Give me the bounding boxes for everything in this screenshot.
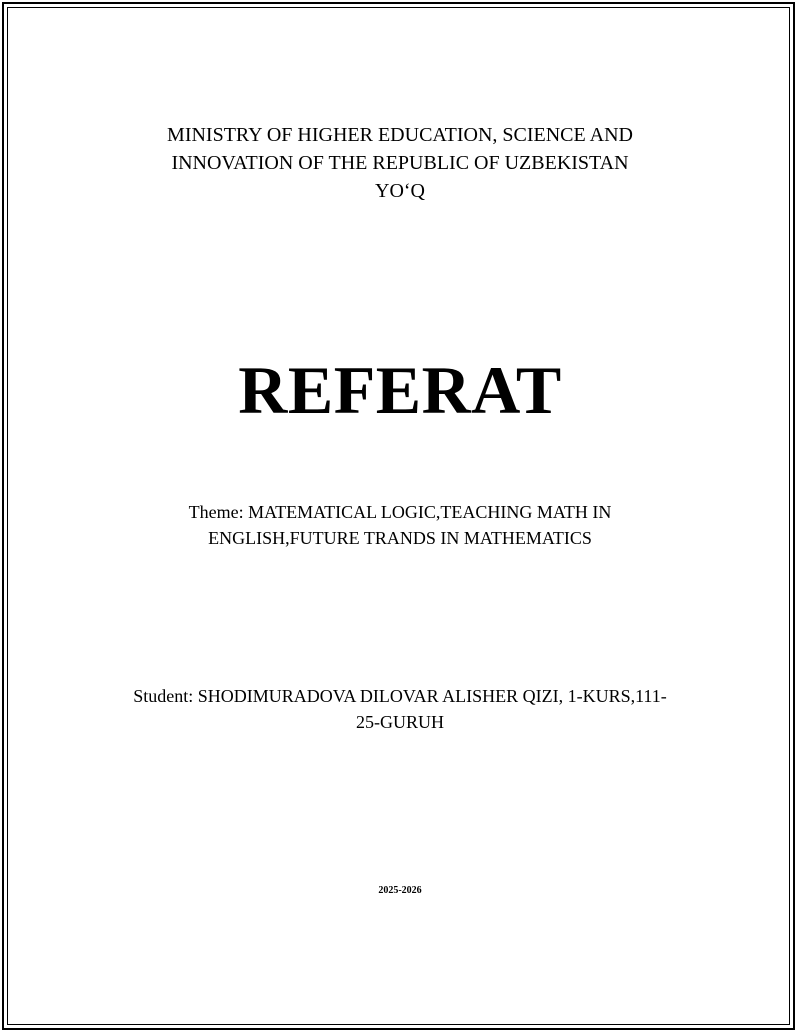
student-info <box>0 683 800 735</box>
document-title: REFERAT <box>238 352 562 428</box>
theme-text <box>0 499 800 551</box>
academic-year: 2025-2026 <box>378 885 422 896</box>
ministry-heading <box>0 121 800 205</box>
student-line-1: Student: SHODIMURADOVA DILOVAR ALISHER QIZI, 1-KURS,111- <box>133 686 667 706</box>
student-line-2: 25-GURUH <box>356 712 444 732</box>
ministry-line-2: INNOVATION OF THE REPUBLIC OF UZBEKISTAN <box>171 152 629 174</box>
ministry-line-1: MINISTRY OF HIGHER EDUCATION, SCIENCE AND <box>167 124 633 146</box>
theme-line-2: ENGLISH,FUTURE TRANDS IN MATHEMATICS <box>208 528 592 548</box>
ministry-line-3: YO‘Q <box>375 180 425 202</box>
theme-line-1: Theme: MATEMATICAL LOGIC,TEACHING MATH IN <box>188 502 612 522</box>
